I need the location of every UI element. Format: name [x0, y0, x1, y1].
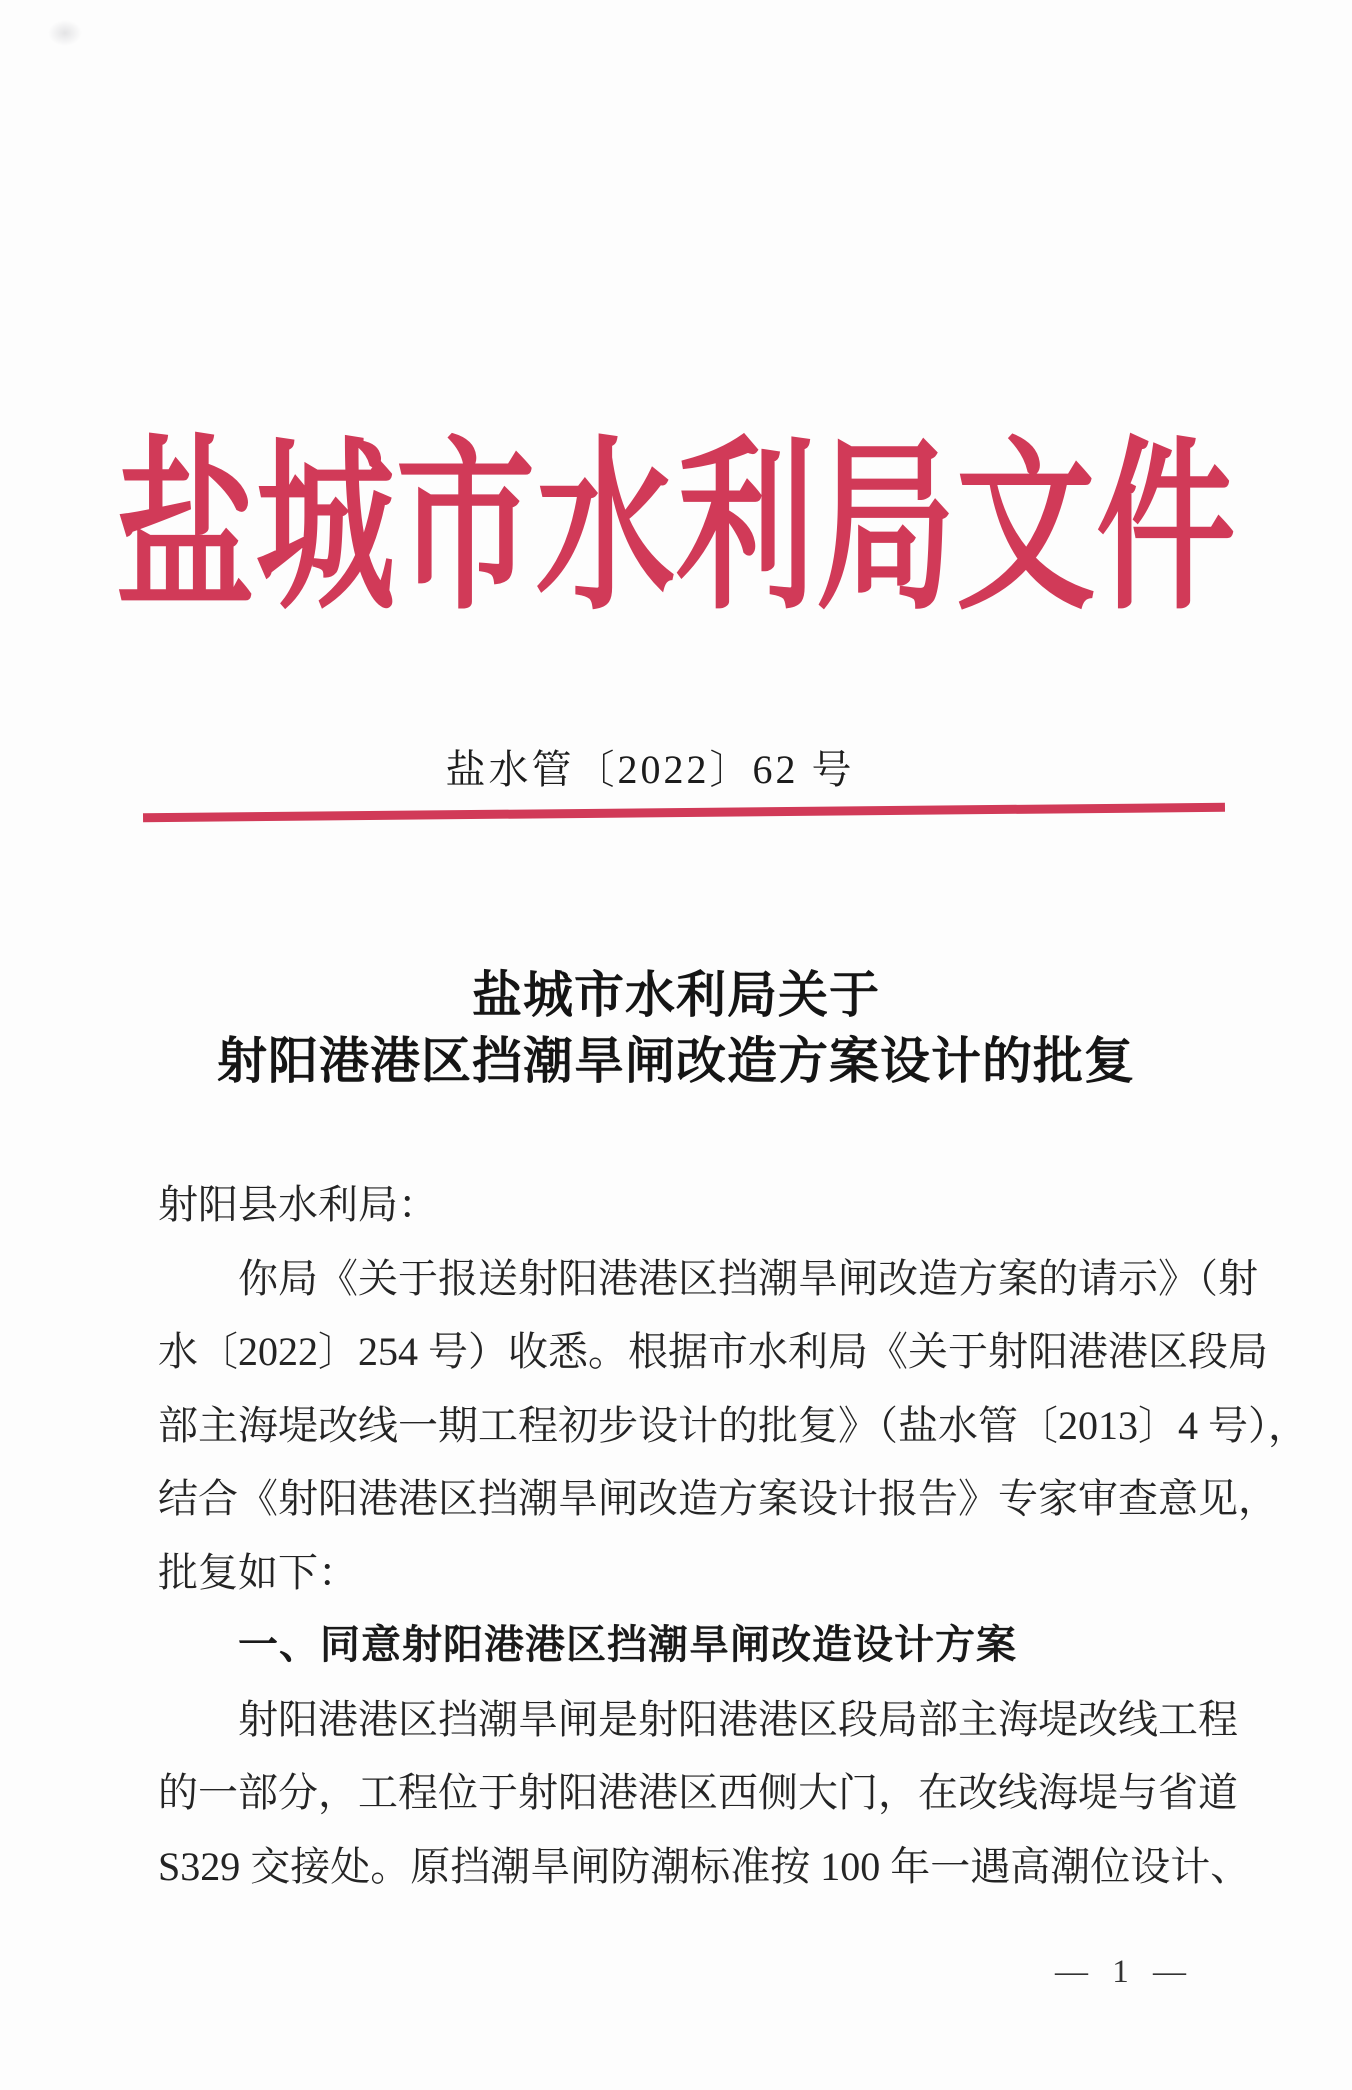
masthead-divider-line: [143, 803, 1225, 822]
body-line: 射阳港港区挡潮旱闸是射阳港港区段局部主海堤改线工程: [238, 1696, 1238, 1742]
section-heading: 一、同意射阳港港区挡潮旱闸改造设计方案: [238, 1623, 1017, 1667]
body-line: 部主海堤改线一期工程初步设计的批复》（盐水管〔2013〕4 号），: [158, 1402, 1308, 1448]
document-title-line1: 盐城市水利局关于: [472, 967, 880, 1023]
body-line: 的一部分，工程位于射阳港港区西侧大门，在改线海堤与省道: [158, 1770, 1238, 1815]
document-title: [0, 962, 1352, 1094]
page-number: — 1 —: [1055, 1954, 1194, 1990]
body-line: 结合《射阳港港区挡潮旱闸改造方案设计报告》专家审查意见，: [158, 1476, 1278, 1521]
scan-smudge-artifact: [48, 20, 82, 46]
document-title-line2: 射阳港港区挡潮旱闸改造方案设计的批复: [217, 1033, 1135, 1089]
body-line: S329 交接处。原挡潮旱闸防潮标准按 100 年一遇高潮位设计、: [158, 1843, 1251, 1889]
body-line: 批复如下：: [158, 1549, 358, 1595]
document-body: [158, 1168, 1308, 1903]
body-line: 你局《关于报送射阳港港区挡潮旱闸改造方案的请示》（射: [238, 1255, 1258, 1301]
recipient-line: 射阳县水利局：: [158, 1182, 438, 1227]
document-reference-number: 盐水管〔2022〕62 号: [445, 747, 855, 792]
body-line: 水〔2022〕254 号）收悉。根据市水利局《关于射阳港港区段局: [158, 1329, 1268, 1374]
agency-masthead-title: 盐城市水利局文件: [115, 427, 1237, 633]
